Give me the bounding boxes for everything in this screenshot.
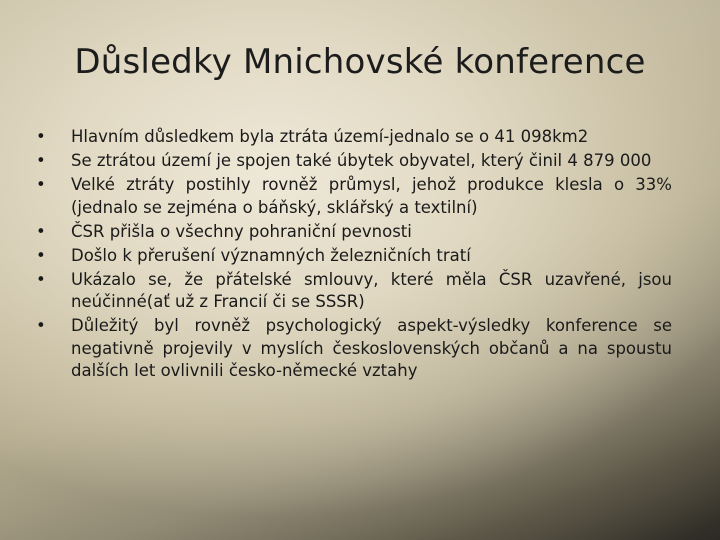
bullet-icon: • [36, 151, 46, 170]
bullet-icon: • [36, 175, 46, 194]
bullet-icon: • [36, 245, 46, 265]
bullet-icon: • [36, 221, 46, 241]
bullet-item [36, 315, 672, 383]
bullet-item [36, 174, 672, 219]
bullet-text: Důležitý byl rovněž psychologický aspekt-výsledky konference se negativně projevily v myslích československých občanů a na spoustu dalších let ovlivnili česko-německé vztahy [71, 316, 672, 380]
bullet-text: Velké ztráty postihly rovněž průmysl, jehož produkce klesla o 33%(jednalo se zejména o báňský, sklářský a textilní) [71, 175, 672, 217]
bullet-icon: • [36, 269, 46, 289]
bullet-icon: • [36, 127, 46, 146]
slide-title: Důsledky Mnichovské konference [74, 42, 646, 82]
bullet-text: Ukázalo se, že přátelské smlouvy, které měla ČSR uzavřené, jsou neúčinné(ať už z Francií či se SSSR) [71, 269, 672, 311]
bullet-text: Hlavním důsledkem byla ztráta území-jednalo se o 41 098km2 [71, 127, 589, 146]
bullet-list [36, 126, 672, 384]
bullet-item [36, 245, 672, 268]
bullet-text: Se ztrátou území je spojen také úbytek obyvatel, který činil 4 879 000 [71, 151, 652, 170]
bullet-text: Došlo k přerušení významných železničních tratí [71, 245, 471, 265]
bullet-item [36, 221, 672, 244]
bullet-item [36, 150, 672, 173]
bullet-icon: • [36, 316, 46, 335]
bullet-text: ČSR přišla o všechny pohraniční pevnosti [71, 221, 412, 241]
bullet-item [36, 269, 672, 314]
bullet-item [36, 126, 672, 149]
